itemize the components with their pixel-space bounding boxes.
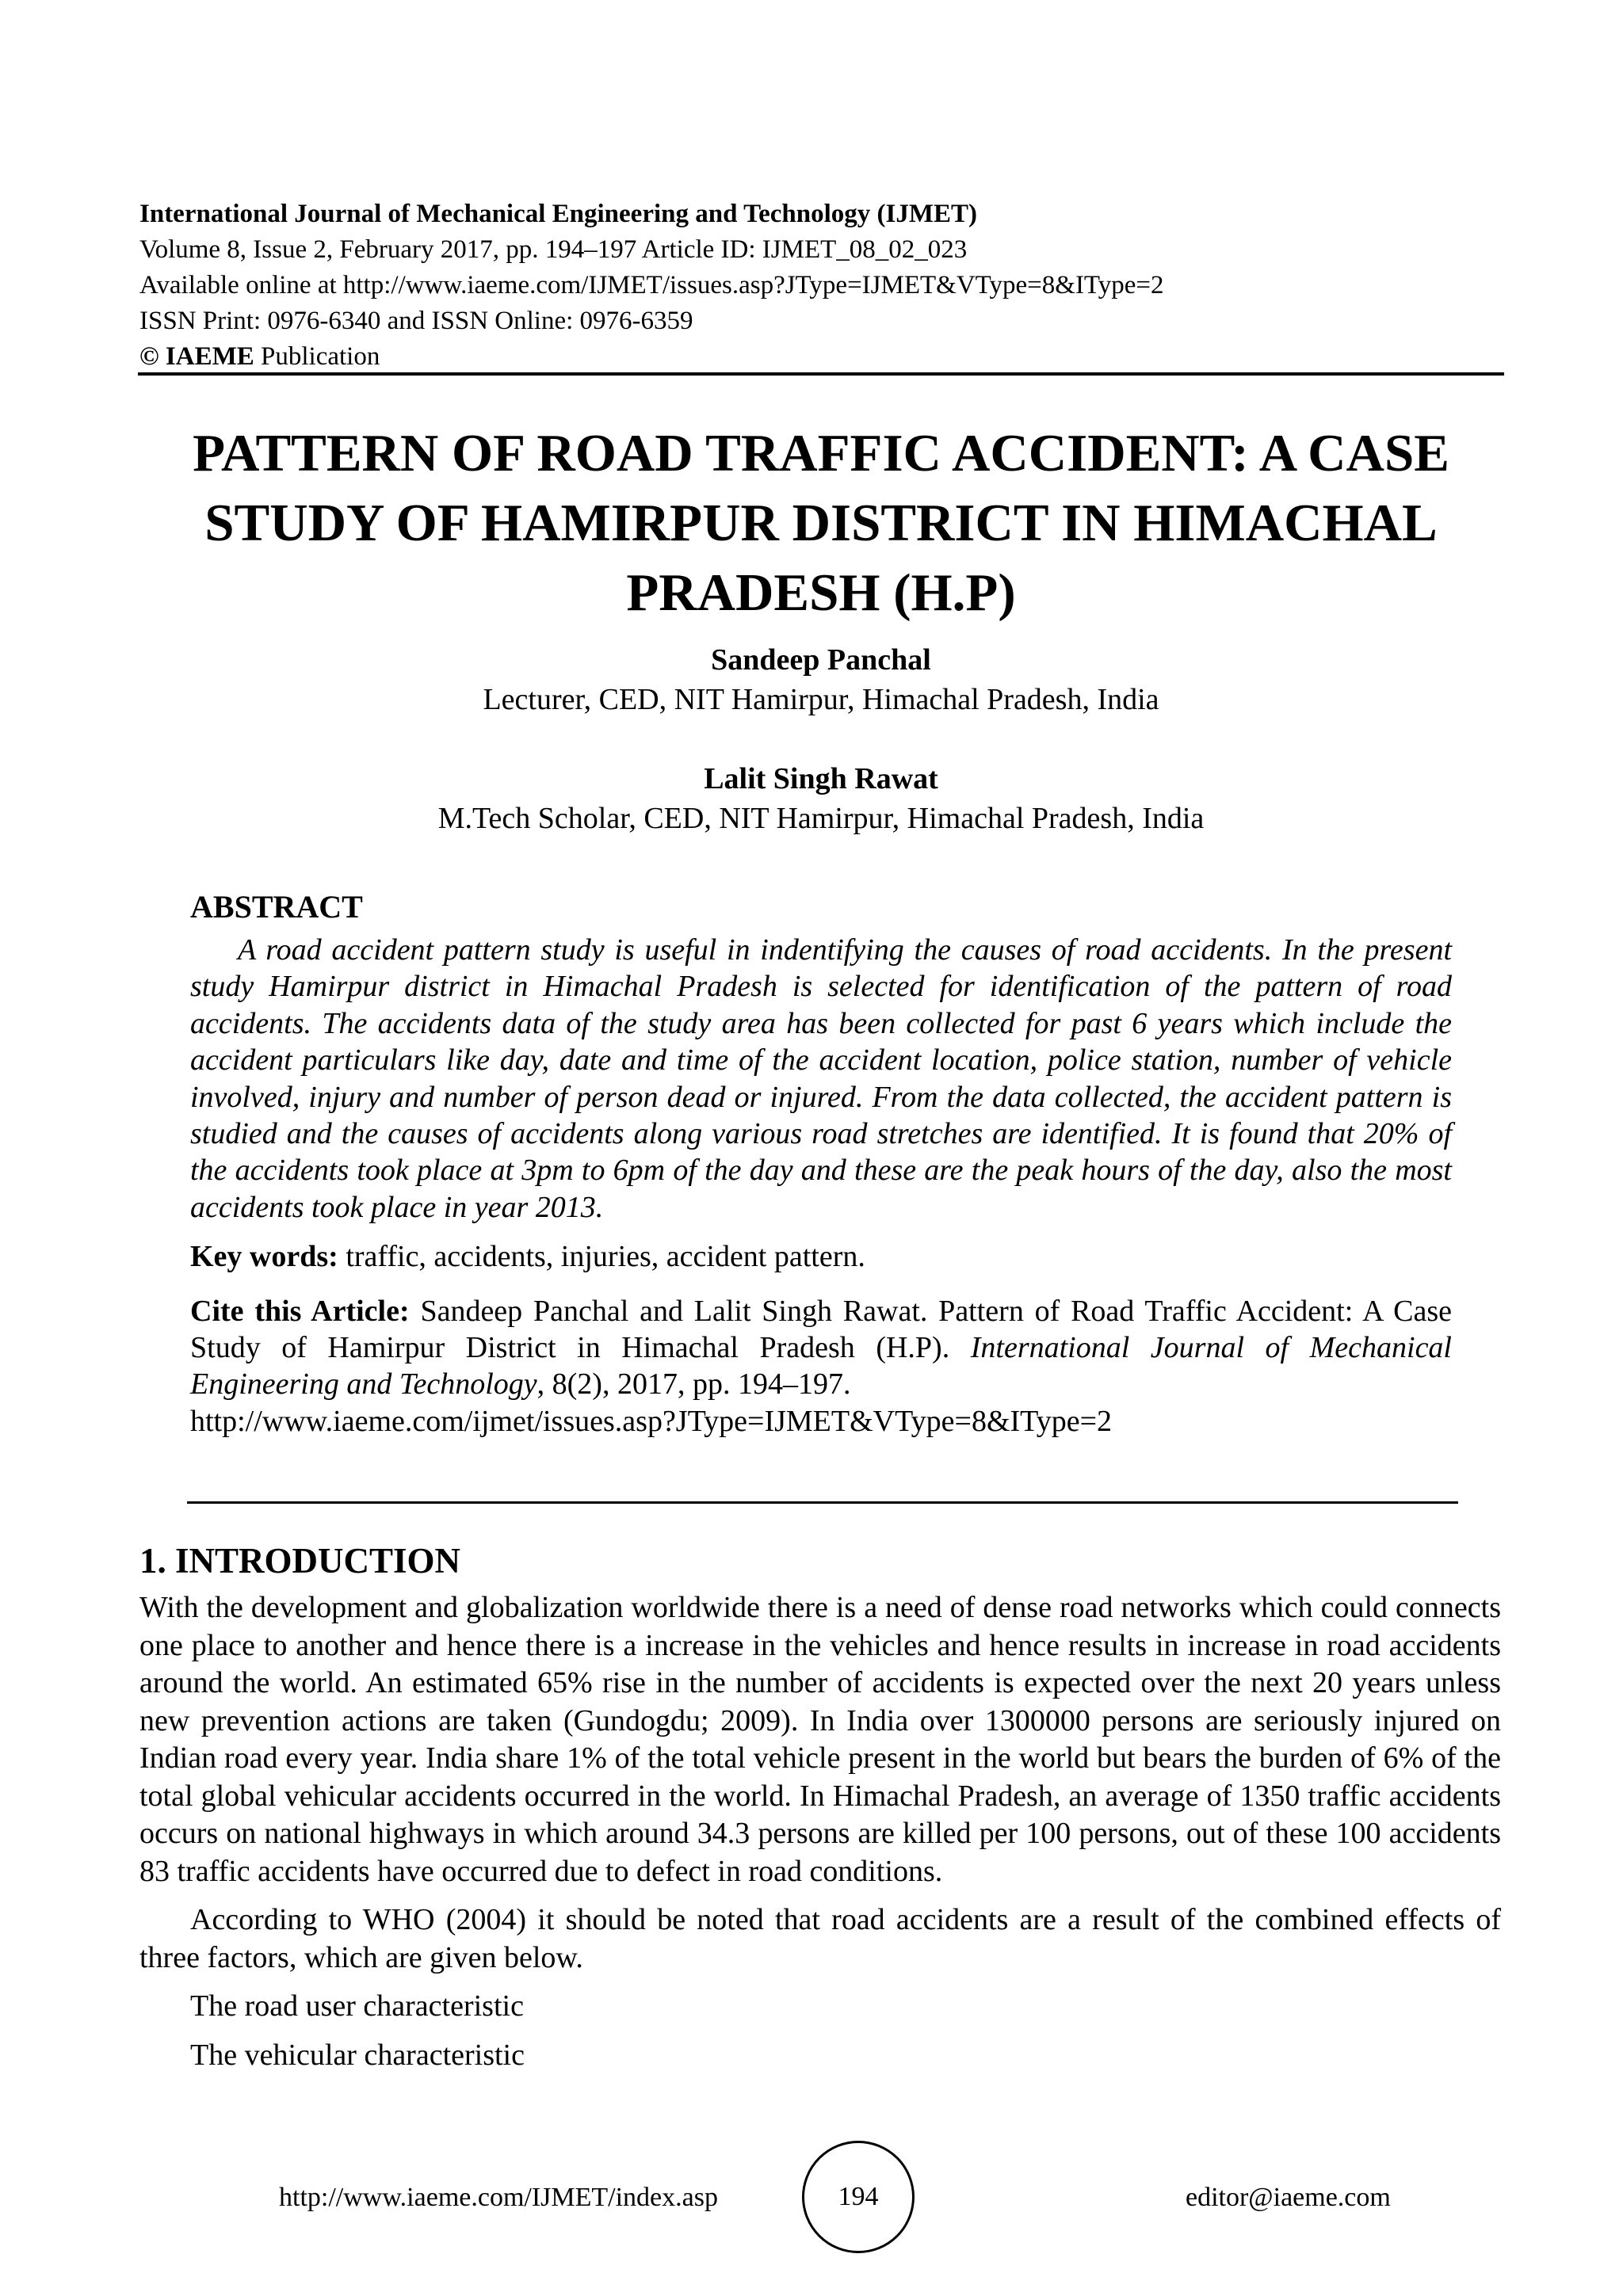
paper-title: PATTERN OF ROAD TRAFFIC ACCIDENT: A CASE STUDY OF HAMIRPUR DISTRICT IN HIMACHAL PRADESH (H.P) [193, 424, 1449, 622]
volume-info: Volume 8, Issue 2, February 2017, pp. 194–197 Article ID: IJMET_08_02_023 [139, 235, 968, 264]
introduction-body [139, 1589, 1501, 2074]
keywords-text: traffic, accidents, injuries, accident pattern. [338, 1240, 865, 1274]
footer-url[interactable]: http://www.iaeme.com/IJMET/index.asp [279, 2183, 718, 2212]
available-online: Available online at http://www.iaeme.com/IJMET/issues.asp?JType=IJMET&VType=8&IType=2 [139, 271, 1164, 299]
cite-journal: International Journal of Mechanical Engineering and Technology [190, 1331, 1452, 1402]
list-item: The vehicular characteristic [190, 2038, 525, 2072]
citation [190, 1293, 1452, 1440]
footer-email[interactable]: editor@iaeme.com [1186, 2183, 1391, 2212]
publisher-suffix: Publication [254, 342, 380, 371]
introduction-heading: 1. INTRODUCTION [139, 1541, 461, 1581]
cite-text: Sandeep Panchal and Lalit Singh Rawat. Pattern of Road Traffic Accident: A Case Study of Hamirpur District in Himachal Pradesh (H.P). [190, 1294, 1452, 1365]
journal-header [139, 196, 1503, 375]
cite-label: Cite this Article: [190, 1294, 410, 1328]
intro-paragraph-1: With the development and globalization worldwide there is a need of dense road networks which could connects one place to another and hence there is a increase in the vehicles and hence results in increase in road accidents around the world. An estimated 65% rise in the number of accidents is expected over the next 20 years unless new prevention actions are taken (Gundogdu; 2009). In India over 1300000 persons are seriously injured on Indian road every year. India share 1% of the total vehicle present in the world but bears the burden of 6% of the total global vehicular accidents occurred in the world. In Himachal Pradesh, an average of 1350 traffic accidents occurs on national highways in which around 34.3 persons are killed per 100 persons, out of these 100 accidents 83 traffic accidents have occurred due to defect in road conditions. [139, 1591, 1501, 1888]
author-name: Sandeep Panchal [711, 643, 931, 677]
intro-paragraph-2: According to WHO (2004) it should be noted that road accidents are a result of the combined effects of three factors, which are given below. [139, 1903, 1501, 1974]
page-number: 194 [802, 2141, 915, 2253]
cite-details: , 8(2), 2017, pp. 194–197. [537, 1367, 851, 1402]
author-block-2 [139, 759, 1503, 838]
header-divider [138, 372, 1504, 376]
cite-url[interactable]: http://www.iaeme.com/ijmet/issues.asp?JType=IJMET&VType=8&IType=2 [190, 1404, 1113, 1438]
journal-name: International Journal of Mechanical Engineering and Technology (IJMET) [139, 200, 977, 228]
author-name: Lalit Singh Rawat [704, 762, 938, 795]
abstract-heading: ABSTRACT [190, 889, 363, 925]
citation-divider [187, 1501, 1458, 1504]
publisher-name: © IAEME [139, 342, 254, 371]
list-item: The road user characteristic [190, 1989, 524, 2023]
abstract-text: A road accident pattern study is useful in indentifying the causes of road accidents. In the present study Hamirpur district in Himachal Pradesh is selected for identification of the pattern of road accidents. The accidents data of the study area has been collected for past 6 years which include the accident particulars like day, date and time of the accident location, police station, number of vehicle involved, injury and number of person dead or injured. From the data collected, the accident pattern is studied and the causes of accidents along various road stretches are identified. It is found that 20% of the accidents took place at 3pm to 6pm of the day and these are the peak hours of the day, also the most accidents took place in year 2013. [190, 933, 1452, 1224]
keywords [190, 1238, 1452, 1275]
abstract-section [190, 887, 1452, 1440]
author-affiliation: M.Tech Scholar, CED, NIT Hamirpur, Himachal Pradesh, India [437, 802, 1205, 835]
author-block-1 [139, 640, 1503, 719]
issn-info: ISSN Print: 0976-6340 and ISSN Online: 0976-6359 [139, 307, 693, 335]
author-affiliation: Lecturer, CED, NIT Hamirpur, Himachal Pradesh, India [483, 683, 1159, 716]
publisher-line [139, 339, 1503, 375]
keywords-label: Key words: [190, 1240, 338, 1274]
